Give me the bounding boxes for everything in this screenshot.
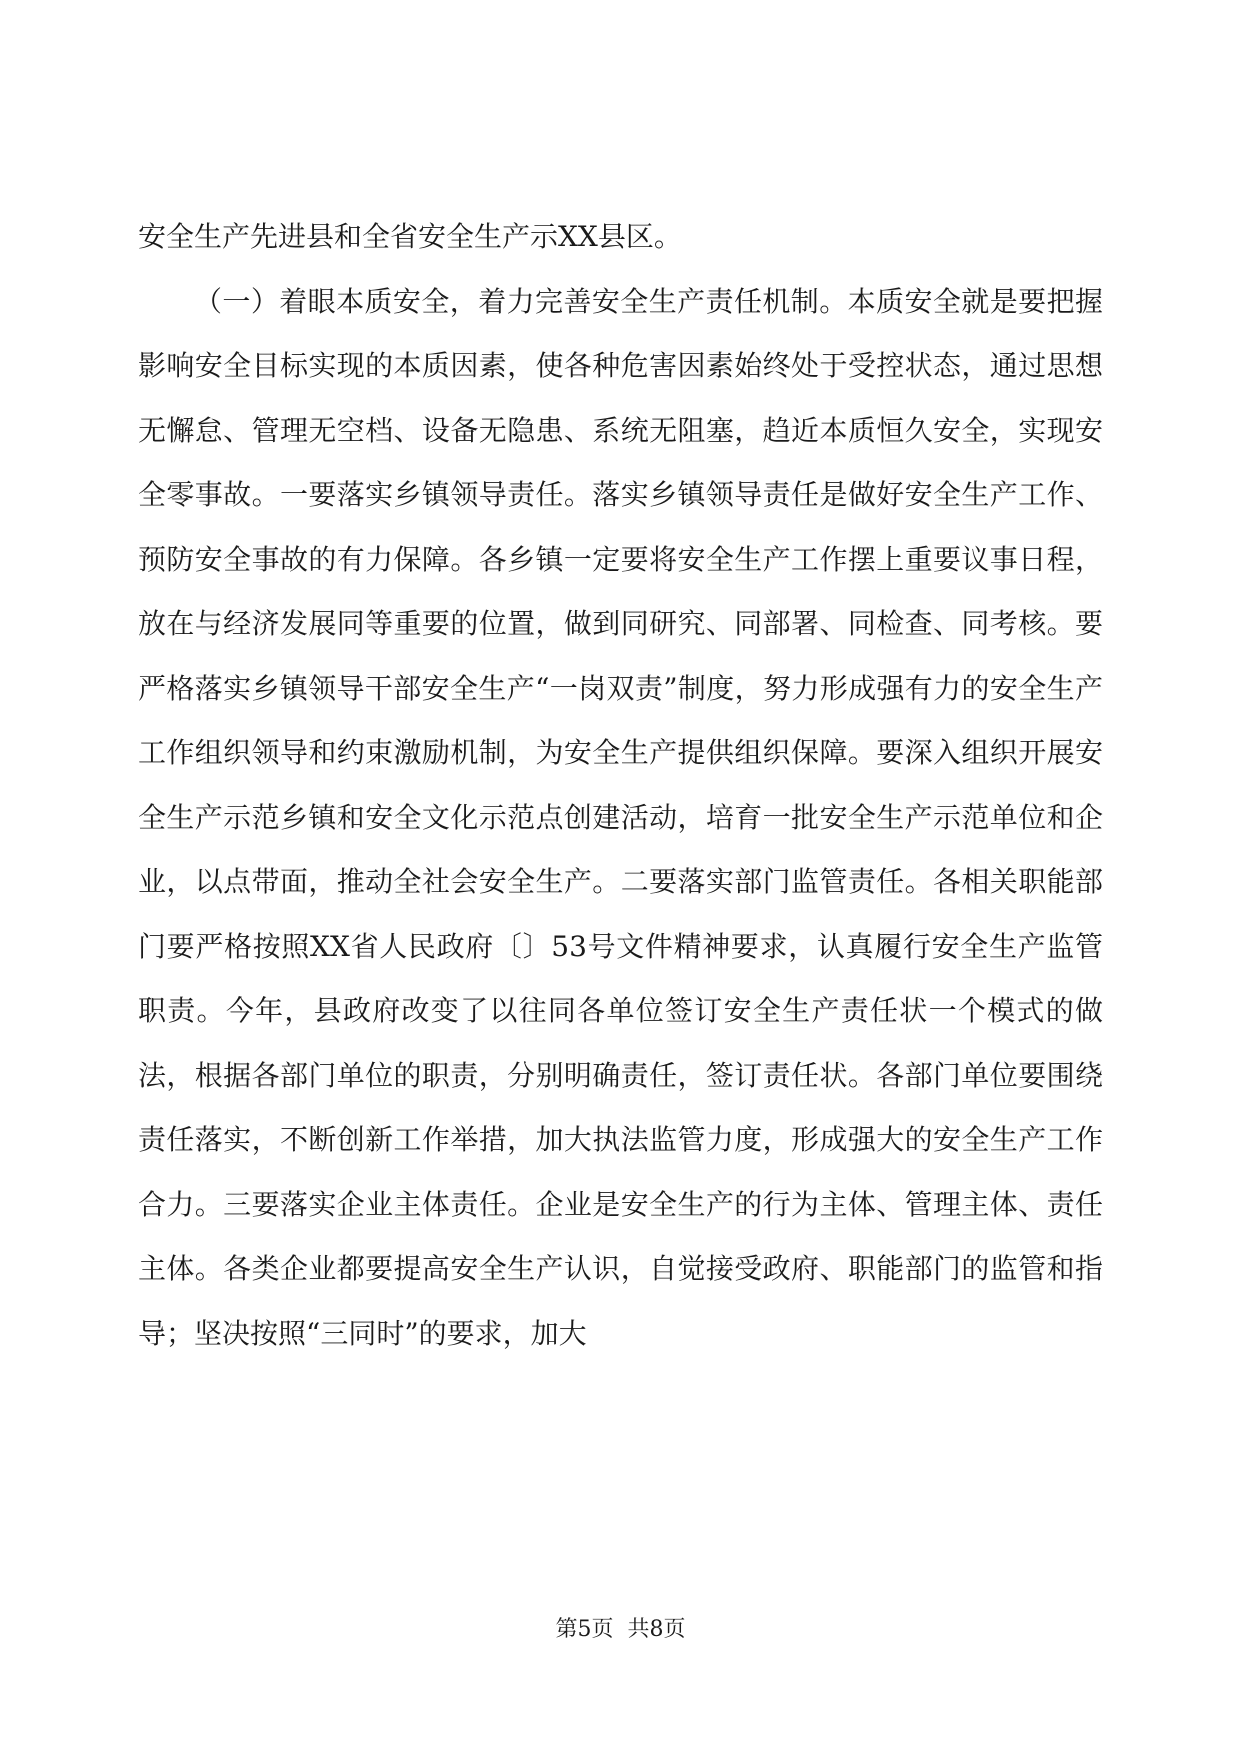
document-body bbox=[138, 205, 1103, 1366]
page-number: 第5页 bbox=[555, 1617, 614, 1642]
paragraph-continuation: 安全生产先进县和全省安全生产示XX县区。 bbox=[138, 220, 682, 253]
page-footer bbox=[0, 1612, 1241, 1643]
page-total: 共8页 bbox=[627, 1617, 686, 1642]
paragraph-section-one: （一）着眼本质安全，着力完善安全生产责任机制。本质安全就是要把握影响安全目标实现的本质因素，使各种危害因素始终处于受控状态，通过思想无懈怠、管理无空档、设备无隐患、系统无阻塞，趋近本质恒久安全，实现安全零事故。一要落实乡镇领导责任。落实乡镇领导责任是做好安全生产工作、预防安全事故的有力保障。各乡镇一定要将安全生产工作摆上重要议事日程，放在与经济发展同等重要的位置，做到同研究、同部署、同检查、同考核。要严格落实乡镇领导干部安全生产“一岗双责”制度，努力形成强有力的安全生产工作组织领导和约束激励机制，为安全生产提供组织保障。要深入组织开展安全生产示范乡镇和安全文化示范点创建活动，培育一批安全生产示范单位和企业，以点带面，推动全社会安全生产。二要落实部门监管责任。各相关职能部门要严格按照XX省人民政府〔〕53号文件精神要求，认真履行安全生产监管职责。今年，县政府改变了以往同各单位签订安全生产责任状一个模式的做法，根据各部门单位的职责，分别明确责任，签订责任状。各部门单位要围绕责任落实，不断创新工作举措，加大执法监管力度，形成强大的安全生产工作合力。三要落实企业主体责任。企业是安全生产的行为主体、管理主体、责任主体。各类企业都要提高安全生产认识，自觉接受政府、职能部门的监管和指导；坚决按照“三同时”的要求，加大 bbox=[138, 284, 1103, 1350]
